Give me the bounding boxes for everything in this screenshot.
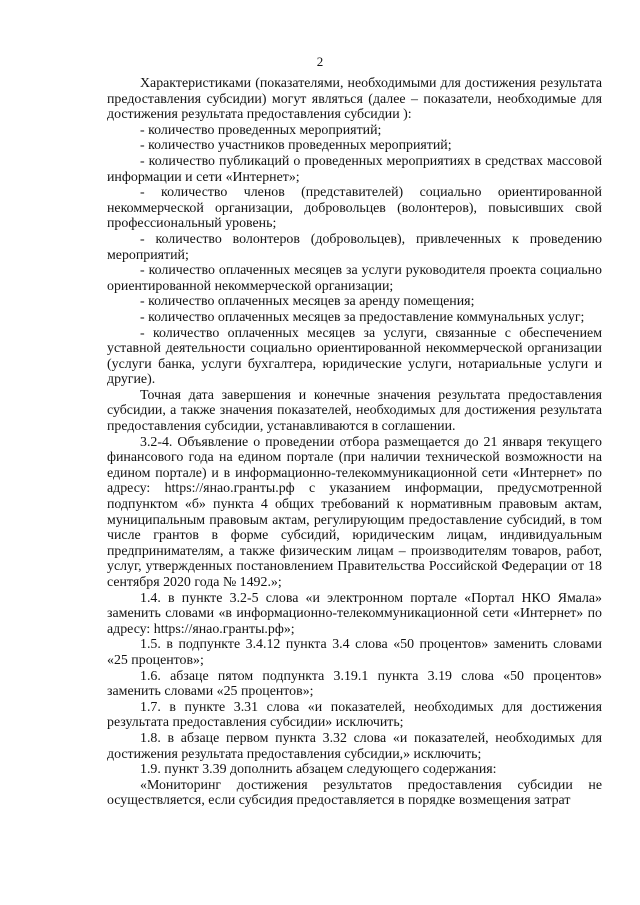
list-item: - количество оплаченных месяцев за услуги руководителя проекта социально ориентированной некоммерческой организации; <box>107 263 602 294</box>
document-body <box>107 76 602 809</box>
amendment-item: 1.7. в пункте 3.31 слова «и показателей, необходимых для достижения результата предоставления субсидии» исключить; <box>107 699 602 731</box>
amendment-item: 1.9. пункт 3.39 дополнить абзацем следующего содержания: <box>140 762 497 778</box>
paragraph: 3.2-4. Объявление о проведении отбора размещается до 21 января текущего финансового года на едином портале (при наличии технической возможности на едином портале) и в информационно-телекоммуникационной сети «Интернет» по адресу: https://янао.гранты.рф с указанием информации, предусмотренной подпунктом «б» пункта 4 общих требований к нормативным правовым актам, муниципальным правовым актам, регулирующим предоставление субсидий, в том числе грантов в форме субсидий, юридическим лицам, индивидуальным предпринимателям, а также физическим лицам – производителям товаров, работ, услуг, утвержденных постановлением Правительства Российской Федерации от 18 сентября 2020 года № 1492.»; <box>107 434 602 590</box>
list-item: - количество участников проведенных мероприятий; <box>140 138 452 154</box>
list-item: - количество оплаченных месяцев за услуги, связанные с обеспечением уставной деятельности социально ориентированной некоммерческой организации (услуги банка, услуги бухгалтера, юридические услуги, нотариальные услуги и другие). <box>107 325 602 388</box>
list-item: - количество проведенных мероприятий; <box>140 122 382 138</box>
quoted-paragraph: «Мониторинг достижения результатов предоставления субсидии не осуществляется, если субсидия предоставляется в порядке возмещения затрат <box>107 777 602 809</box>
list-item: - количество оплаченных месяцев за предоставление коммунальных услуг; <box>140 309 585 325</box>
amendment-item: 1.5. в подпункте 3.4.12 пункта 3.4 слова «50 процентов» заменить словами «25 процентов»; <box>107 637 602 668</box>
list-item: - количество публикаций о проведенных мероприятиях в средствах массовой информации и сети «Интернет»; <box>107 153 602 185</box>
amendment-item: 1.4. в пункте 3.2-5 слова «и электронном портале «Портал НКО Ямала» заменить словами «в информационно-телекоммуникационной сети «Интернет» по адресу: https://янао.гранты.рф»; <box>107 590 602 637</box>
amendment-item: 1.8. в абзаце первом пункта 3.32 слова «и показателей, необходимых для достижения результата предоставления субсидии,» исключить; <box>107 730 602 762</box>
list-item: - количество оплаченных месяцев за аренду помещения; <box>140 294 475 310</box>
paragraph: Характеристиками (показателями, необходимыми для достижения результата предоставления субсидии) могут являться (далее – показатели, необходимые для достижения результата предоставления субсидии ): <box>107 76 602 123</box>
list-item: - количество волонтеров (добровольцев), привлеченных к проведению мероприятий; <box>107 231 602 263</box>
list-item: - количество членов (представителей) социально ориентированной некоммерческой организации, добровольцев (волонтеров), повысивших свой профессиональный уровень; <box>107 185 602 232</box>
page-number: 2 <box>316 54 324 69</box>
paragraph: Точная дата завершения и конечные значения результата предоставления субсидии, а также значения показателей, необходимых для достижения результата предоставления субсидии, устанавливаются в соглашении. <box>107 387 602 435</box>
amendment-item: 1.6. абзаце пятом подпункта 3.19.1 пункта 3.19 слова «50 процентов» заменить словами «25 процентов»; <box>107 668 602 700</box>
